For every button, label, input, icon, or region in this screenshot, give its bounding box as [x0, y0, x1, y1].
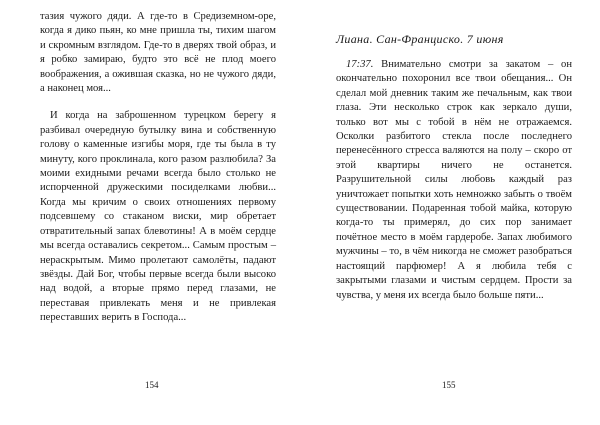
left-paragraph-2: И когда на заброшенном турецком берегу я разбивал очередную бутылку вина и собственную голову о каменные изгибы моря, где ты была в ту минуту, кого проклинала, кого разом разлюбила? За моими ехидными речами всегда было столько не испорченной дружескими посиделками любви... Когда мы кричим о своих отношениях первому подсевшему со стаканом виски, мир обретает отвратительный запах блевотины! А в моём сердце мы всегда оставались секретом... Самым простым – нераскрытым. Мимо пролетают самолёты, падают звёзды. Дай Бог, чтобы первые всегда были высоко над водой, а вторые прямо перед глазами, не переставая привлекать меня и не привлекая переставших верить в Господа...	[40, 110, 276, 324]
diary-entry-heading: Лиана. Сан-Франциско. 7 июня	[336, 32, 504, 46]
right-page-number: 155	[442, 380, 456, 390]
entry-time: 17:37.	[346, 59, 374, 70]
left-page-number: 154	[145, 380, 159, 390]
diary-entry-body	[336, 58, 572, 303]
entry-text: Внимательно смотри за закатом – он окончательно похоронил все твои обещания... Он сделал мой дневник таким же печальным, как твои глаза. Эти несколько строк как зеркало души, только вот мы с тобой в нём не отражаемся. Осколки разбитого стекла после последнего перенесённого стресса валяются на полу – скоро от этой квартиры ничего не останется. Разрушительной силы любовь каждый раз уничтожает попытки хоть немножко забыть о твоём существовании. Подаренная тобой майка, которую когда-то ты примерял, до сих пор занимает почётное место в моём гардеробе. Запах любимого мужчины – то, в чём никогда не сможет разобраться настоящий парфюмер! А я любила тебя с закрытыми глазами и чистым сердцем. Прости за чувства, у меня их всегда было больше пяти...	[336, 59, 572, 301]
left-paragraph-1: тазия чужого дяди. А где-то в Средиземном-оре, когда я дико пьян, ко мне пришла ты, тихим шагом и скромным взглядом. Где-то в дверях твой образ, и я робко замираю, будто это всё не плод моего воображения, а ожившая сказка, но не чужого дяди, а наконец моя...	[40, 11, 276, 95]
diary-entry-paragraph	[336, 58, 572, 303]
left-page-text	[40, 10, 276, 326]
right-page	[300, 0, 600, 425]
